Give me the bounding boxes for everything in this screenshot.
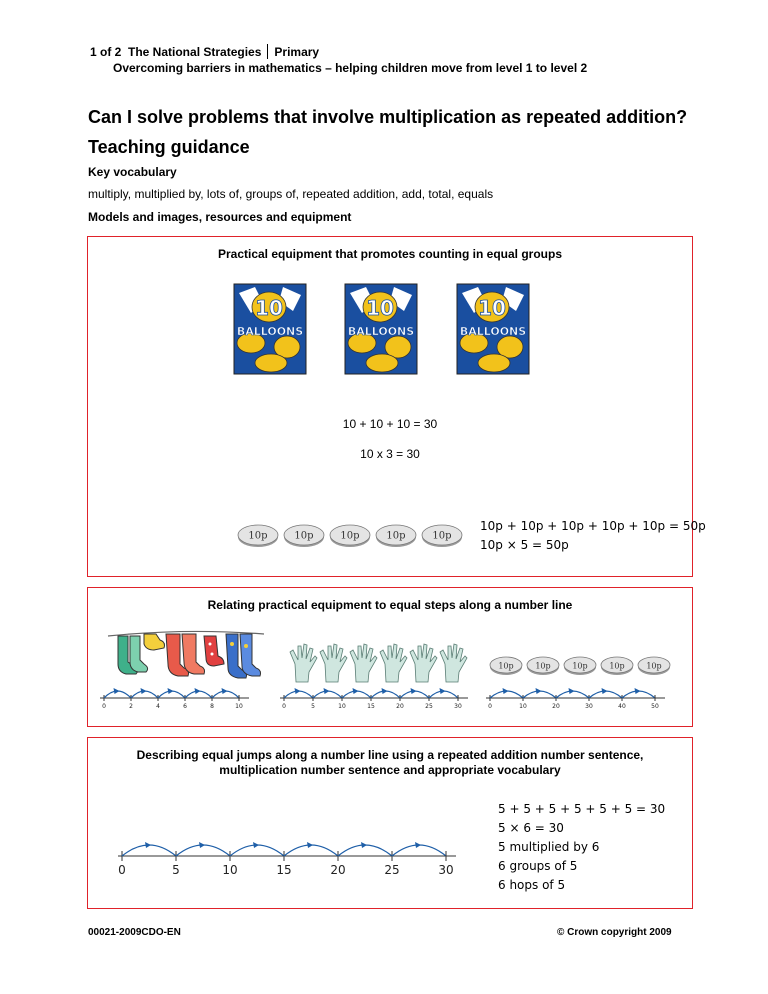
copyright: © Crown copyright 2009 [557,927,672,938]
series-title: Overcoming barriers in mathematics – helping children move from level 1 to level 2 [113,61,588,75]
tick-label: 6 [183,703,187,710]
coin-10p-icon [564,657,596,675]
tick-label: 30 [585,703,593,710]
hand-icon [380,644,407,682]
tick-label: 4 [156,703,160,710]
jumps-panel-title-line2: multiplication number sentence and appropriate vocabulary [219,763,561,777]
note-multiplication: 5 × 6 = 30 [498,821,564,835]
coin-10p-icon [284,525,324,547]
header-divider [267,44,268,59]
pack-number-text: 10 [255,296,283,320]
jump-arrow-icon [141,688,147,694]
tick-label: 40 [618,703,626,710]
tick-label: 0 [102,703,106,710]
coin-label: 10p [498,661,514,671]
document-code: 00021-2009CDO-EN [88,927,181,938]
jump-arc [122,845,176,856]
page-title: Can I solve problems that involve multiplication as repeated addition? [88,107,688,127]
vocab-text: multiply, multiplied by, lots of, groups of, repeated addition, add, total, equals [88,187,494,201]
tick-label: 10 [222,863,238,877]
coin-label: 10p [294,530,314,542]
tick-label: 5 [172,863,180,877]
jump-arc [284,845,338,856]
coin-multiplication-equation: 10p × 5 = 50p [480,538,569,552]
hand-icon [290,644,317,682]
pack-word-text: BALLOONS [347,325,415,338]
jump-arc [176,845,230,856]
tick-label: 8 [210,703,214,710]
note-groups-of: 6 groups of 5 [498,859,578,873]
jump-arrow-icon [222,688,228,694]
jump-arrow-icon [503,688,509,694]
models-heading: Models and images, resources and equipment [88,210,352,224]
coin-label: 10p [248,530,268,542]
jump-arrow-icon [145,842,151,848]
jump-arrow-icon [569,688,575,694]
coin-10p-icon [376,525,416,547]
jump-arrow-icon [295,688,301,694]
tick-label: 20 [552,703,560,710]
page-number: 1 of 2 [90,45,122,59]
page-header [90,44,319,59]
hand-icon [350,644,377,682]
vocab-heading: Key vocabulary [88,165,177,179]
tick-label: 0 [282,703,286,710]
tick-label: 0 [488,703,492,710]
equipment-panel [87,236,706,577]
tick-label: 20 [330,863,346,877]
jump-arrow-icon [114,688,120,694]
coin-10p-icon [527,657,559,675]
coin-10p-icon [422,525,462,547]
tick-label: 30 [438,863,454,877]
coin-10p-icon [238,525,278,547]
tick-label: 25 [384,863,400,877]
coin-addition-equation: 10p + 10p + 10p + 10p + 10p = 50p [480,519,706,533]
hands-illustration [286,642,476,684]
hand-icon [320,644,347,682]
coins-svg-small [488,654,678,678]
tick-label: 30 [454,703,462,710]
jump-arc [392,845,446,856]
coins-svg [236,521,476,551]
multiplication-equation: 10 x 3 = 30 [360,447,420,461]
sock-blue-icon [226,634,261,678]
org-name: The National Strategies [128,45,262,59]
jump-notes [498,800,665,895]
coin-label: 10p [572,661,588,671]
coin-label: 10p [432,530,452,542]
tick-label: 25 [425,703,433,710]
page-subtitle: Teaching guidance [88,137,250,157]
jump-arrow-icon [168,688,174,694]
equipment-panel-title: Practical equipment that promotes counting in equal groups [217,247,563,261]
tick-label: 15 [367,703,375,710]
coin-label: 10p [340,530,360,542]
hand-icon [440,644,467,682]
balloon-pack-icon [456,283,530,375]
tick-label: 0 [118,863,126,877]
tick-label: 15 [276,863,292,877]
coin-10p-icon [490,657,522,675]
coin-label: 10p [646,661,662,671]
balloon-pack-icon [344,283,418,375]
pack-number-text: 10 [478,296,506,320]
hand-icon [410,644,437,682]
note-hops-of: 6 hops of 5 [498,878,566,892]
coin-10p-icon [638,657,670,675]
coin-label: 10p [386,530,406,542]
jump-arrow-icon [353,688,359,694]
tick-label: 50 [651,703,659,710]
jump-arrow-icon [415,842,421,848]
sock-green-icon [118,636,148,674]
jump-arrow-icon [307,842,313,848]
jump-arrow-icon [253,842,259,848]
small-number-lines [88,686,694,722]
coin-10p-icon [601,657,633,675]
jump-arrow-icon [382,688,388,694]
jumps-panel-title-line1: Describing equal jumps along a number line using a repeated addition number sentence, [136,748,644,762]
pack-number-text: 10 [366,296,394,320]
sock-red-icon [166,634,205,676]
coin-10p-icon [330,525,370,547]
jump-arrow-icon [411,688,417,694]
jump-arrow-icon [361,842,367,848]
coin-label: 10p [535,661,551,671]
tick-label: 5 [311,703,315,710]
note-repeated-addition: 5 + 5 + 5 + 5 + 5 + 5 = 30 [498,802,666,816]
socks-illustration [106,624,266,686]
jump-arrow-icon [440,688,446,694]
tick-label: 10 [519,703,527,710]
addition-equation: 10 + 10 + 10 = 30 [342,417,438,431]
jumps-panel [87,737,693,909]
jump-arrow-icon [195,688,201,694]
coin-label: 10p [609,661,625,671]
jump-arc [230,845,284,856]
number-line-equipment-panel [87,587,693,727]
jump-arrow-icon [536,688,542,694]
tick-label: 10 [235,703,243,710]
tick-label: 10 [338,703,346,710]
jump-arc [338,845,392,856]
note-multiplied-by: 5 multiplied by 6 [498,840,600,854]
jump-arrow-icon [602,688,608,694]
number-line-jumps [108,818,468,888]
jump-arrow-icon [324,688,330,694]
tick-label: 20 [396,703,404,710]
balloon-pack-icon [233,283,307,375]
sock-yellow-icon [144,634,165,650]
pack-word-text: BALLOONS [236,325,304,338]
jump-arrow-icon [199,842,205,848]
jump-arrow-icon [635,688,641,694]
number-line-equipment-title: Relating practical equipment to equal steps along a number line [207,598,573,612]
sock-spotted-icon [204,636,224,666]
phase-name: Primary [274,45,320,59]
tick-label: 2 [129,703,133,710]
pack-word-text: BALLOONS [459,325,527,338]
